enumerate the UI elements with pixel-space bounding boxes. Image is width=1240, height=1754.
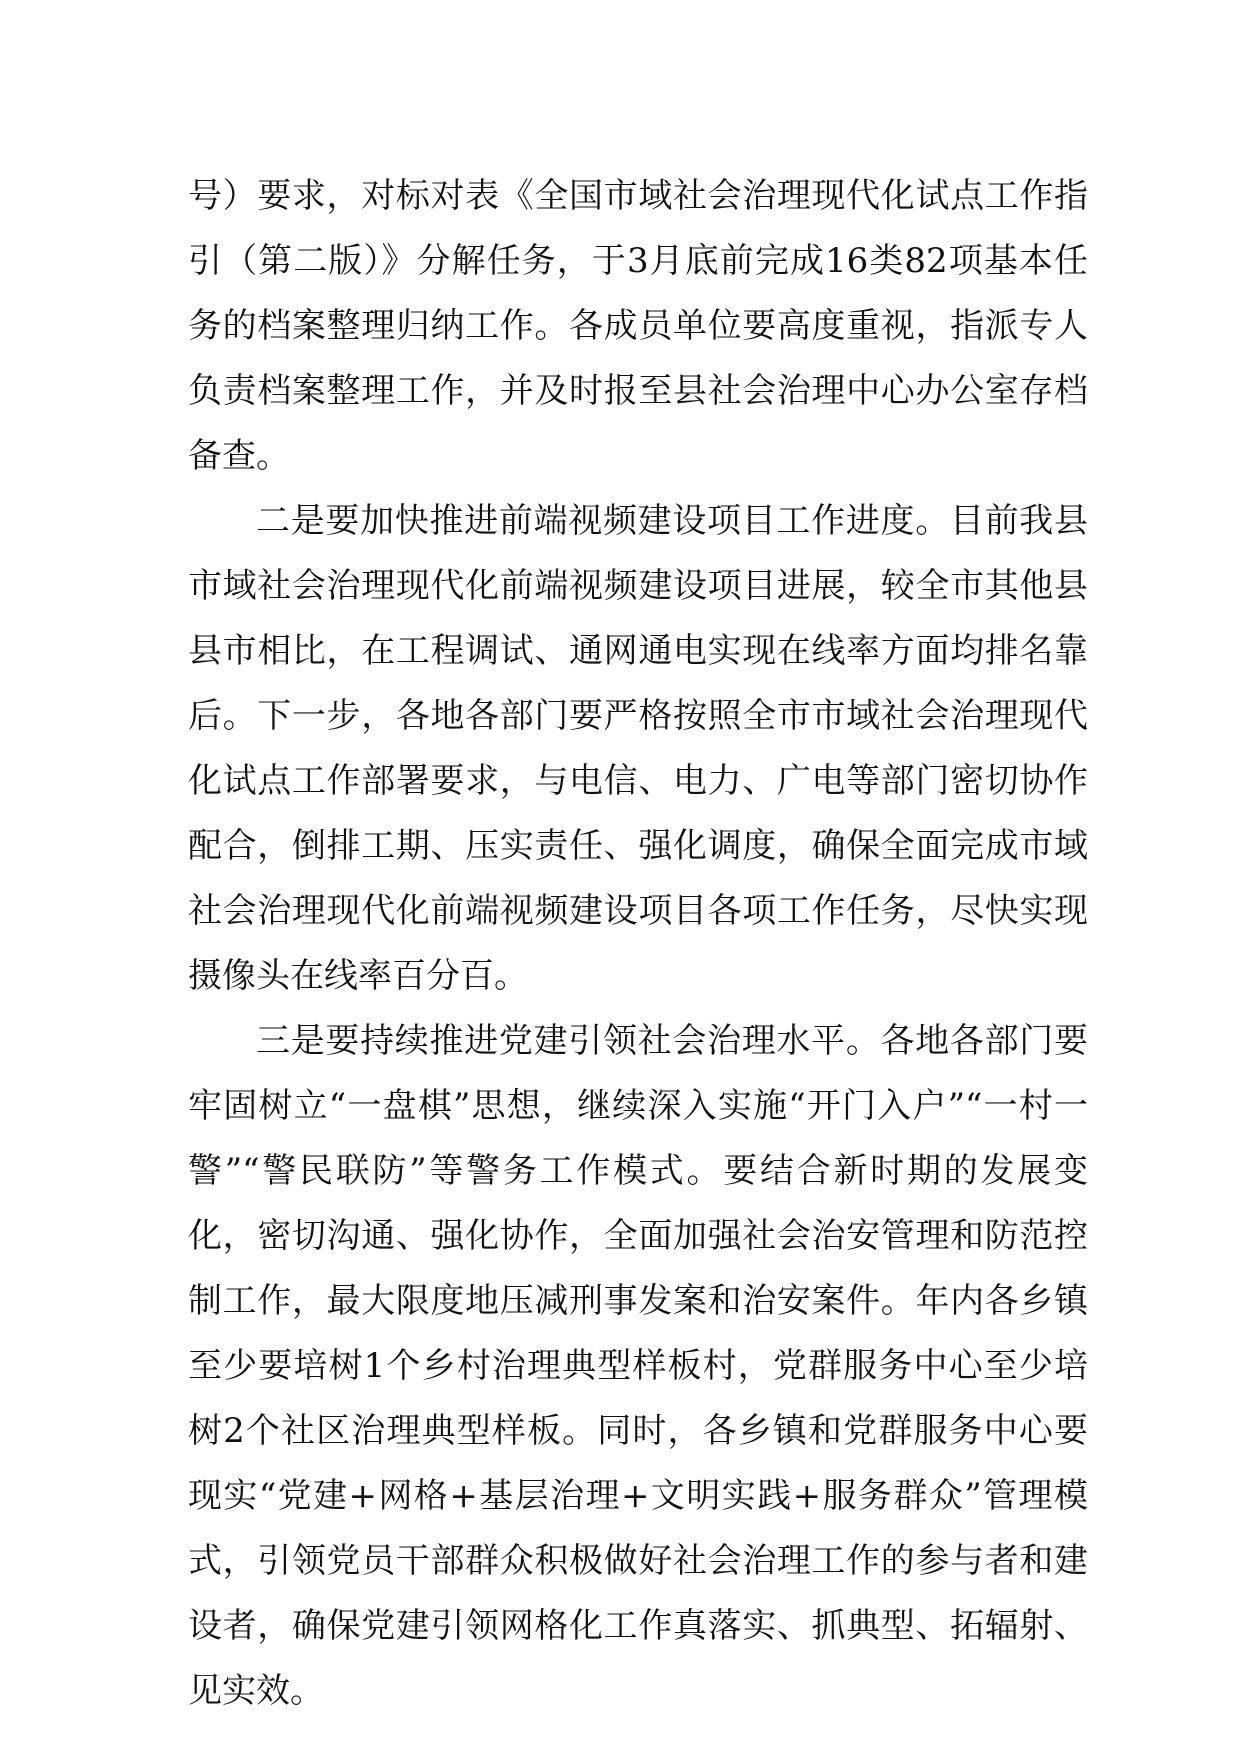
paragraph-1: 号）要求，对标对表《全国市域社会治理现代化试点工作指引（第二版）》分解任务，于3月底前完成16类82项基本任务的档案整理归纳工作。各成员单位要高度重视，指派专人负责档案整理工作，并及时报至县社会治理中心办公室存档备查。 bbox=[188, 176, 1088, 476]
document-body bbox=[188, 164, 1088, 1724]
paragraph-2: 二是要加快推进前端视频建设项目工作进度。目前我县市域社会治理现代化前端视频建设项目进展，较全市其他县县市相比，在工程调试、通网通电实现在线率方面均排名靠后。下一步，各地各部门要严格按照全市市域社会治理现代化试点工作部署要求，与电信、电力、广电等部门密切协作配合，倒排工期、压实责任、强化调度，确保全面完成市域社会治理现代化前端视频建设项目各项工作任务，尽快实现摄像头在线率百分百。 bbox=[188, 501, 1088, 996]
paragraph-3: 三是要持续推进党建引领社会治理水平。各地各部门要牢固树立“一盘棋”思想，继续深入实施“开门入户”“一村一警”“警民联防”等警务工作模式。要结合新时期的发展变化，密切沟通、强化协作，全面加强社会治安管理和防范控制工作，最大限度地压减刑事发案和治安案件。年内各乡镇至少要培树1个乡村治理典型样板村，党群服务中心至少培树2个社区治理典型样板。同时，各乡镇和党群服务中心要现实“党建+网格+基层治理+文明实践+服务群众”管理模式，引领党员干部群众积极做好社会治理工作的参与者和建设者，确保党建引领网格化工作真落实、抓典型、拓辐射、见实效。 bbox=[188, 1021, 1088, 1711]
